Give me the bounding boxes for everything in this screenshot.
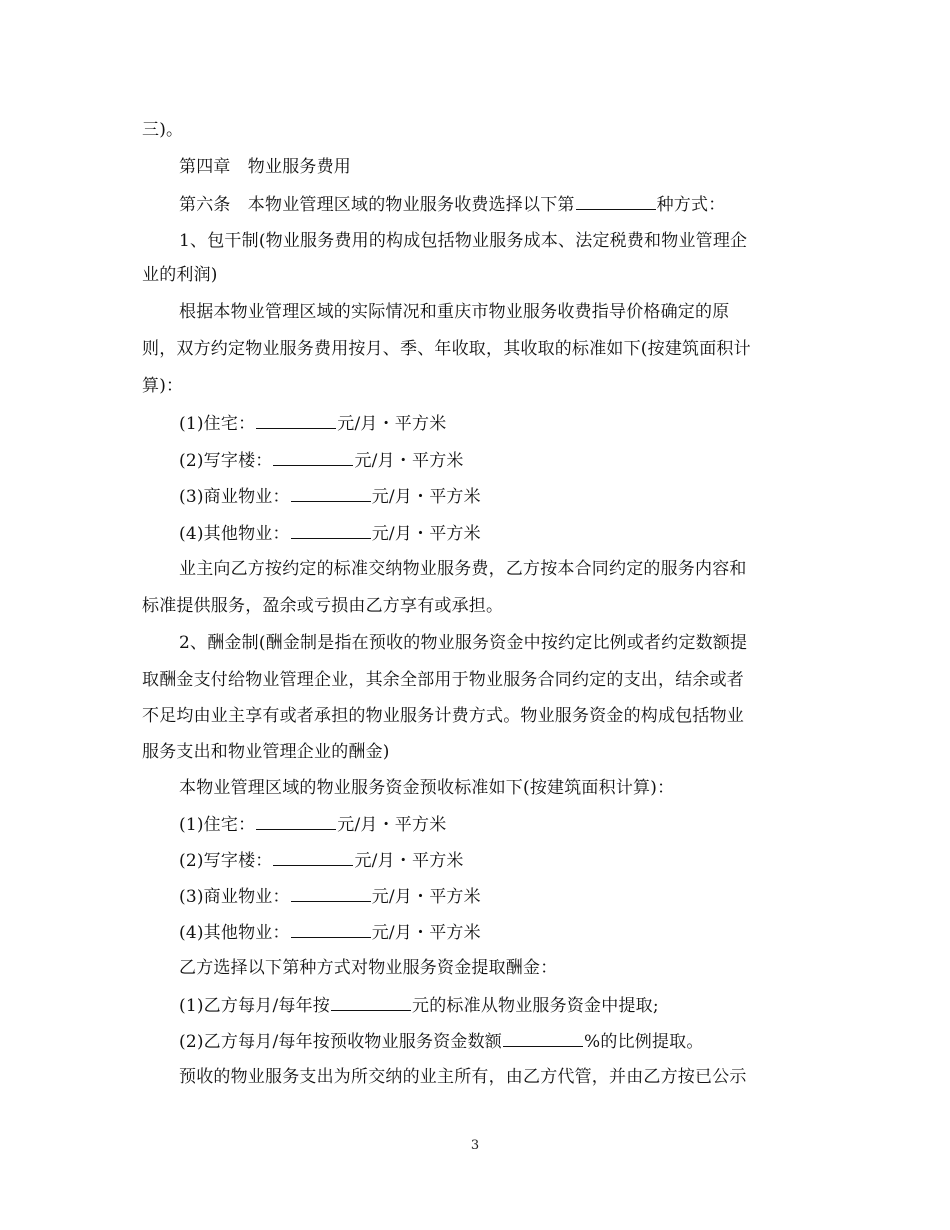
unit-text: 元/月・平方米 [337, 414, 447, 434]
fund-commercial [179, 886, 481, 907]
text-line [142, 706, 744, 726]
chapter-heading [179, 157, 351, 177]
fee-other [179, 523, 481, 544]
text-line [142, 339, 751, 359]
unit-text: 元/月・平方米 [371, 524, 481, 544]
text-line [142, 670, 744, 690]
page-number: 3 [470, 1138, 480, 1153]
text-line [142, 265, 218, 285]
text: 2、酬金制(酬金制是指在预收的物业服务资金中按约定比例或者约定数额提 [179, 633, 748, 653]
option-1-heading [179, 231, 747, 251]
fund-office [179, 850, 464, 871]
unit-text: 元/月・平方米 [354, 451, 464, 471]
text: %的比例提取。 [584, 1032, 704, 1052]
unit-text: 元/月・平方米 [354, 851, 464, 871]
text: (2)写字楼： [179, 851, 273, 871]
text: 本物业管理区域的物业服务资金预收标准如下(按建筑面积计算)： [179, 778, 675, 798]
text: (3)商业物业： [179, 887, 290, 907]
fill-blank[interactable] [291, 523, 371, 539]
unit-text: 元/月・平方米 [371, 487, 481, 507]
fill-blank[interactable] [273, 850, 353, 866]
fill-blank[interactable] [331, 995, 411, 1011]
fund-other [179, 922, 481, 943]
text: (3)商业物业： [179, 487, 290, 507]
fund-residential [179, 814, 446, 835]
text-line [179, 302, 729, 322]
text: (4)其他物业： [179, 923, 290, 943]
fill-blank[interactable] [256, 413, 336, 429]
text: 预收的物业服务支出为所交纳的业主所有，由乙方代管，并由乙方按已公示 [179, 1067, 747, 1087]
text: 服务支出和物业管理企业的酬金) [142, 742, 390, 762]
fill-blank[interactable] [273, 450, 353, 466]
text: (4)其他物业： [179, 524, 290, 544]
text: 三)。 [142, 120, 184, 140]
fee-commercial [179, 486, 481, 507]
text: 1、包干制(物业服务费用的构成包括物业服务成本、法定税费和物业管理企 [179, 231, 748, 251]
unit-text: 元/月・平方米 [371, 923, 481, 943]
text: (1)住宅： [179, 815, 256, 835]
fill-blank[interactable] [291, 486, 371, 502]
fee-office [179, 450, 464, 471]
unit-text: 元/月・平方米 [337, 815, 447, 835]
text-line [179, 559, 747, 579]
text: (2)写字楼： [179, 451, 273, 471]
text-line [142, 376, 183, 396]
text: (1)乙方每月/每年按 [179, 996, 331, 1016]
text: 算)： [142, 376, 184, 396]
text: (2)乙方每月/每年按预收物业服务资金数额 [179, 1032, 503, 1052]
text-line [142, 596, 503, 616]
text-line [142, 120, 183, 140]
text: 则，双方约定物业服务费用按月、季、年收取，其收取的标准如下(按建筑面积计 [142, 339, 751, 359]
fill-blank[interactable] [503, 1031, 583, 1047]
text: 第四章 物业服务费用 [179, 157, 351, 177]
text-line [179, 958, 557, 978]
fill-blank[interactable] [256, 814, 336, 830]
article-6 [179, 194, 725, 215]
fill-blank[interactable] [291, 922, 371, 938]
text: 业主向乙方按约定的标准交纳物业服务费，乙方按本合同约定的服务内容和 [179, 559, 747, 579]
text: 乙方选择以下第种方式对物业服务资金提取酬金： [179, 958, 558, 978]
text: (1)住宅： [179, 414, 256, 434]
text: 种方式： [656, 195, 726, 215]
unit-text: 元/月・平方米 [371, 887, 481, 907]
fill-blank[interactable] [291, 886, 371, 902]
text: 业的利润) [142, 265, 218, 285]
text: 根据本物业管理区域的实际情况和重庆市物业服务收费指导价格确定的原 [179, 302, 730, 322]
text-line [179, 1067, 747, 1087]
text-line [179, 778, 674, 798]
text: 元的标准从物业服务资金中提取; [412, 996, 659, 1016]
fee-residential [179, 413, 446, 434]
text: 第六条 本物业管理区域的物业服务收费选择以下第 [179, 195, 575, 215]
fill-blank[interactable] [576, 194, 656, 210]
text-line [142, 742, 390, 762]
commission-option-1 [179, 995, 659, 1016]
option-2-heading [179, 633, 747, 653]
text: 取酬金支付给物业管理企业，其余全部用于物业服务合同约定的支出，结余或者 [142, 670, 744, 690]
commission-option-2 [179, 1031, 704, 1052]
text: 标准提供服务，盈余或亏损由乙方享有或承担。 [142, 596, 504, 616]
text: 不足均由业主享有或者承担的物业服务计费方式。物业服务资金的构成包括物业 [142, 706, 744, 726]
